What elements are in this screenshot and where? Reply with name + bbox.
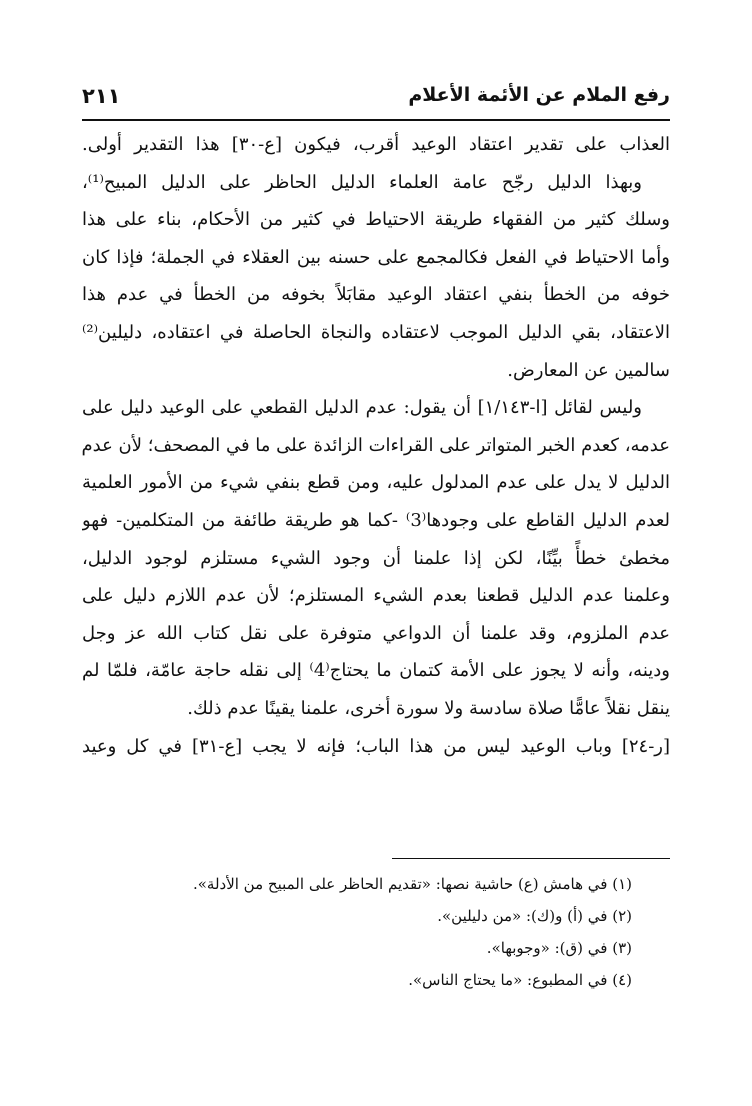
text-line: عدم الملزوم، وقد علمنا أن الدواعي متوفرة على نقل كتاب الله عز وجل: [82, 622, 670, 644]
text-line: سالمين عن المعارض.: [507, 359, 670, 381]
footnote: (١) في هامش (ع) حاشية نصها: «تقديم الحاظر على المبيح من الأدلة».: [192, 875, 632, 893]
footnote: (٤) في المطبوع: «ما يحتاج الناس».: [408, 971, 632, 989]
running-title: رفع الملام عن الأئمة الأعلام: [408, 84, 670, 106]
text-line: ينقل نقلاً عامًّا صلاة سادسة ولا سورة أخرى، علمنا يقينًا عدم ذلك.: [187, 697, 670, 719]
text-line: وليس لقائل [ا-١/١٤٣] أن يقول: عدم الدليل القطعي على الوعيد دليل على: [82, 397, 642, 419]
text-line: مخطئ خطأً بيِّنًا، لكن إذا علمنا أن وجود الشيء مستلزم لوجود الدليل،: [82, 547, 670, 569]
page-number: ٢١١: [82, 84, 121, 108]
text-line: وعلمنا عدم الدليل قطعنا بعدم الشيء المستلزم؛ لأن عدم اللازم دليل على: [82, 585, 670, 607]
footnotes: [82, 868, 632, 996]
text-line: عدمه، كعدم الخبر المتواتر على القراءات الزائدة على ما في المصحف؛ لأن عدم: [82, 434, 670, 456]
main-text: [82, 126, 670, 765]
header-rule: [82, 119, 670, 121]
footnote: (٣) في (ق): «وجوبها».: [486, 939, 632, 957]
text-line: خوفه من الخطأ بنفي اعتقاد الوعيد مقابَلاً بخوفه من الخطأ في عدم هذا: [82, 284, 670, 306]
text-line: العذاب على تقدير اعتقاد الوعيد أقرب، فيكون [ع-٣٠] هذا التقدير أولى.: [82, 134, 670, 155]
page-header: [82, 80, 670, 116]
footnote: (٢) في (أ) و(ك): «من دليلين».: [437, 907, 632, 925]
text-line: الاعتقاد، بقي الدليل الموجب لاعتقاده والنجاة الحاصلة في اعتقاده، دليلين⁽²⁾: [82, 321, 670, 343]
text-line: وسلك كثير من الفقهاء طريقة الاحتياط في كثير من الأحكام، بناء على هذا: [82, 209, 670, 231]
text-line: لعدم الدليل القاطع على وجودها⁽3⁾ -كما هو طريقة طائفة من المتكلمين- فهو: [82, 509, 670, 531]
text-line: الدليل لا يدل على عدم المدلول عليه، ومن قطع بنفي شيء من الأمور العلمية: [82, 472, 670, 494]
text-line: ودينه، وأنه لا يجوز على الأمة كتمان ما يحتاج⁽4⁾ إلى نقله حاجة عامّة، فلمّا لم: [82, 660, 670, 682]
text-line: وأما الاحتياط في الفعل فكالمجمع على حسنه بين العقلاء في الجملة؛ فإذا كان: [82, 246, 670, 268]
text-line: وبهذا الدليل رجّح عامة العلماء الدليل الحاظر على الدليل المبيح⁽¹⁾،: [82, 171, 642, 193]
footnote-rule: [392, 858, 670, 859]
text-line: [ر-٢٤] وباب الوعيد ليس من هذا الباب؛ فإنه لا يجب [ع-٣١] في كل وعيد: [82, 735, 670, 757]
